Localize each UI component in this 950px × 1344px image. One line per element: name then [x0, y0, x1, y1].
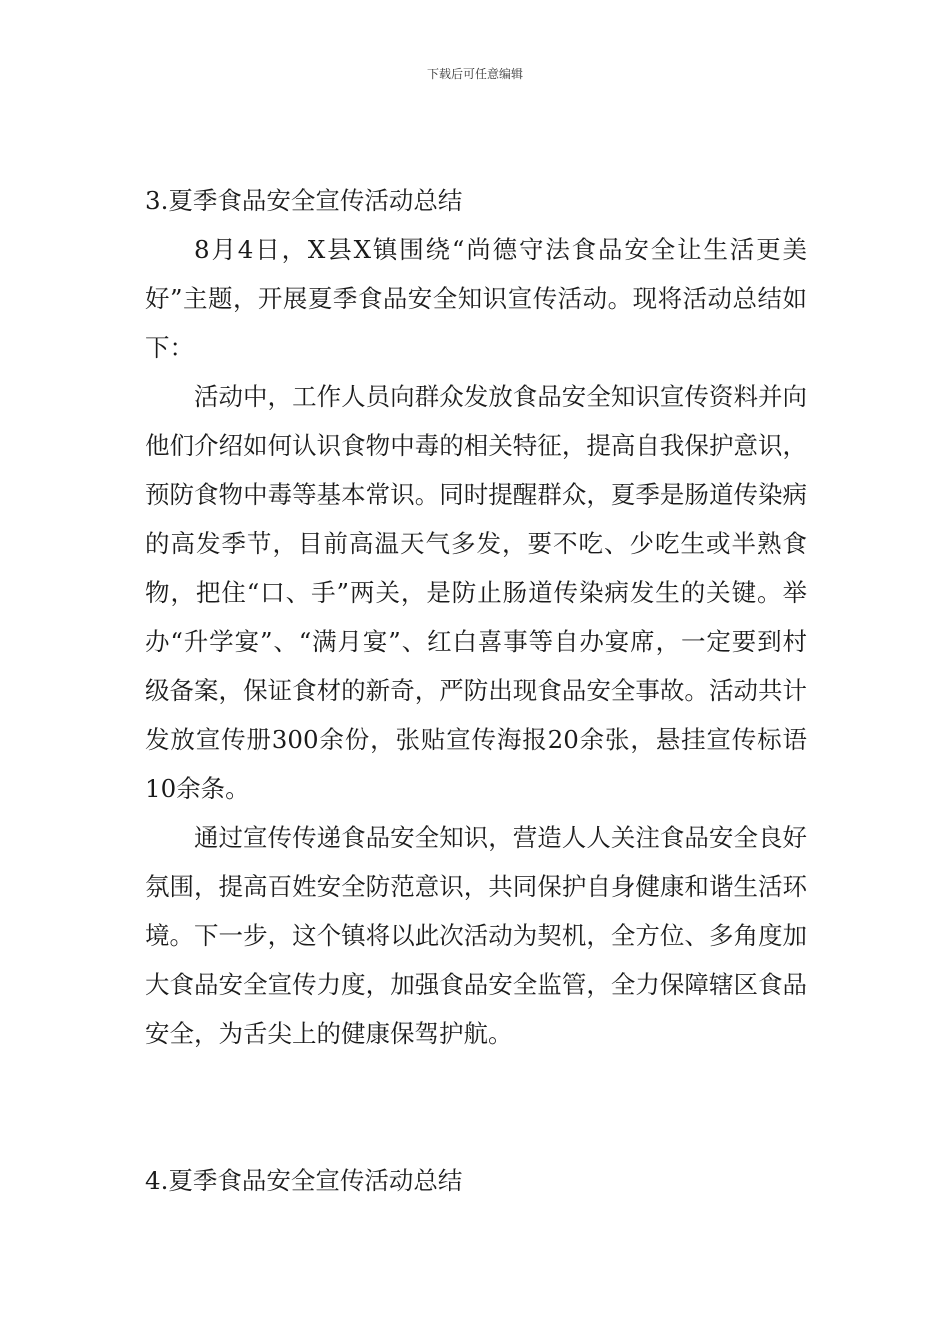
document-body	[145, 176, 807, 1205]
paragraph-activity: 活动中，工作人员向群众发放食品安全知识宣传资料并向他们介绍如何认识食物中毒的相关特征，提高自我保护意识，预防食物中毒等基本常识。同时提醒群众，夏季是肠道传染病的高发季节，目前高温天气多发，要不吃、少吃生或半熟食物，把住“口、手”两关，是防止肠道传染病发生的关键。举办“升学宴”、“满月宴”、红白喜事等自办宴席，一定要到村级备案，保证食材的新奇，严防出现食品安全事故。活动共计发放宣传册300余份，张贴宣传海报20余张，悬挂宣传标语10余条。	[145, 382, 807, 803]
paragraph-intro: 8月4日，X县X镇围绕“尚德守法食品安全让生活更美好”主题，开展夏季食品安全知识宣传活动。现将活动总结如下：	[145, 235, 807, 362]
page-header: 下载后可任意编辑	[426, 67, 523, 81]
section-spacer	[145, 1058, 807, 1156]
paragraph-conclusion: 通过宣传传递食品安全知识，营造人人关注食品安全良好氛围，提高百姓安全防范意识，共同保护自身健康和谐生活环境。下一步，这个镇将以此次活动为契机，全方位、多角度加大食品安全宣传力度，加强食品安全监管，全力保障辖区食品安全，为舌尖上的健康保驾护航。	[145, 823, 807, 1048]
section-4-title: 4.夏季食品安全宣传活动总结	[145, 1166, 463, 1195]
section-3-title: 3.夏季食品安全宣传活动总结	[145, 186, 463, 215]
